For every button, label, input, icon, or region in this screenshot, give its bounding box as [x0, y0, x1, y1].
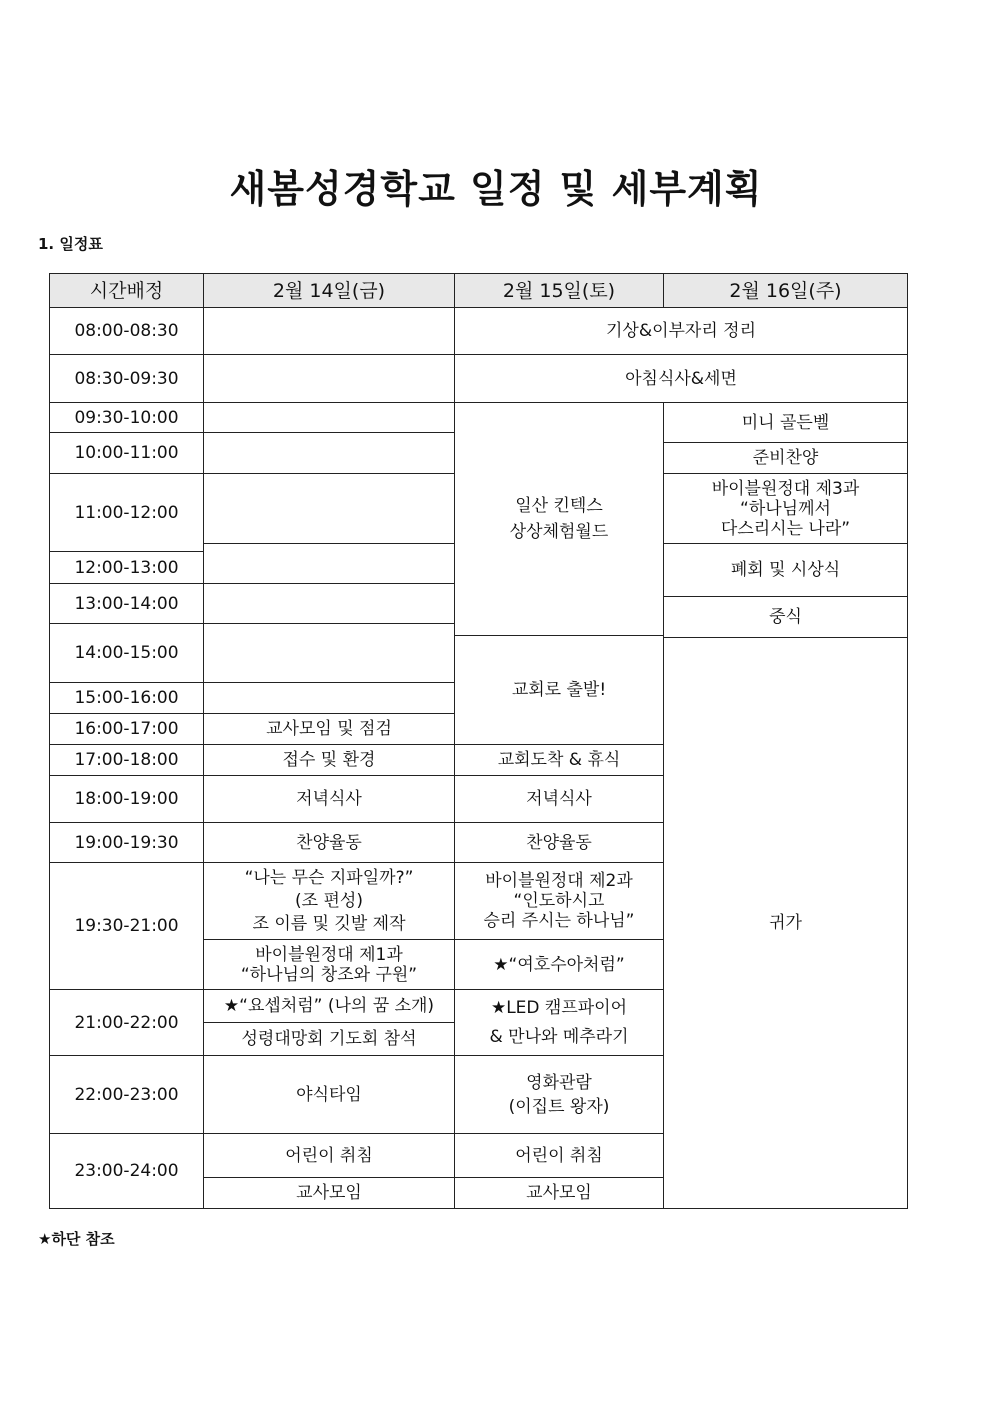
bible1-line: 바이블원정대 제1과 [255, 944, 403, 965]
sat-praise-cell: 찬양율동 [455, 823, 664, 863]
time-cell: 16:00-17:00 [50, 714, 204, 745]
reception-cell: 접수 및 환경 [204, 745, 455, 776]
empty-cell [204, 308, 455, 355]
trip-cell [455, 403, 664, 636]
movie-line: 영화관람 [526, 1072, 592, 1093]
sat-dinner-cell: 저녁식사 [455, 776, 664, 823]
campfire-line: ★LED 캠프파이어 [490, 998, 628, 1018]
time-cell: 10:00-11:00 [50, 433, 204, 474]
empty-cell [204, 355, 455, 403]
header-time: 시간배정 [50, 274, 204, 308]
movie-cell [455, 1056, 664, 1134]
lunch-cell: 중식 [664, 597, 908, 638]
table-row [50, 308, 908, 355]
empty-cell [204, 624, 455, 683]
campfire-cell [455, 990, 664, 1056]
footnote: ★하단 참조 [38, 1230, 115, 1248]
empty-cell [204, 433, 455, 474]
joseph-cell: ★“요셉처럼” (나의 꿈 소개) [204, 990, 455, 1023]
breakfast-cell: 아침식사&세면 [455, 355, 908, 403]
campfire-line: & 만나와 메추라기 [489, 1027, 629, 1047]
team-line: “나는 무슨 지파일까?” [244, 868, 414, 888]
teacher-meeting-check-cell: 교사모임 및 점검 [204, 714, 455, 745]
fri-dinner-cell: 저녁식사 [204, 776, 455, 823]
joshua-cell: ★“여호수아처럼” [455, 940, 664, 990]
team-cell [204, 863, 455, 940]
time-cell: 23:00-24:00 [50, 1134, 204, 1209]
time-cell: 08:30-09:30 [50, 355, 204, 403]
home-cell: 귀가 [664, 638, 908, 1209]
table-row [50, 355, 908, 403]
bible2-cell [455, 863, 664, 940]
bible3-cell [664, 474, 908, 544]
time-cell: 11:00-12:00 [50, 474, 204, 552]
time-cell: 15:00-16:00 [50, 683, 204, 714]
header-sun: 2월 16일(주) [664, 274, 908, 308]
sat-sleep-cell: 어린이 취침 [455, 1134, 664, 1178]
bible1-line: “하나님의 창조와 구원” [240, 964, 418, 985]
arrive-cell: 교회도착 & 휴식 [455, 745, 664, 776]
time-cell: 19:00-19:30 [50, 823, 204, 863]
page-title: 새봄성경학교 일정 및 세부계획 [229, 167, 763, 211]
movie-line: (이집트 왕자) [508, 1096, 610, 1117]
fri-sleep-cell: 어린이 취침 [204, 1134, 455, 1178]
fri-teacher-meeting-cell: 교사모임 [204, 1178, 455, 1209]
trip-line: 일산 킨텍스 [515, 496, 603, 516]
goldenbell-cell: 미니 골든벨 [664, 403, 908, 443]
empty-cell [204, 683, 455, 714]
praise-prep-cell: 준비찬양 [664, 443, 908, 474]
bible2-line: 승리 주시는 하나님” [483, 911, 635, 931]
table-header-row [50, 274, 908, 308]
time-cell: 22:00-23:00 [50, 1056, 204, 1134]
sat-teacher-meeting-cell: 교사모임 [455, 1178, 664, 1209]
trip-line: 상상체험월드 [509, 522, 609, 542]
empty-cell [204, 403, 455, 433]
time-cell: 18:00-19:00 [50, 776, 204, 823]
depart-cell: 교회로 출발! [455, 636, 664, 745]
team-line: (조 편성) [295, 891, 363, 911]
bible1-cell [204, 940, 455, 990]
bible2-line: “인도하시고 [513, 891, 605, 911]
fri-praise-cell: 찬양율동 [204, 823, 455, 863]
time-cell: 13:00-14:00 [50, 584, 204, 624]
team-line: 조 이름 및 깃발 제작 [252, 914, 406, 934]
wake-cell: 기상&이부자리 정리 [455, 308, 908, 355]
header-fri: 2월 14일(금) [204, 274, 455, 308]
schedule-table [49, 273, 908, 1209]
time-cell: 14:00-15:00 [50, 624, 204, 683]
empty-cell [204, 584, 455, 624]
closing-cell: 폐회 및 시상식 [664, 544, 908, 597]
bible3-line: “하나님께서 [740, 498, 831, 519]
snack-cell: 야식타임 [204, 1056, 455, 1134]
bible2-line: 바이블원정대 제2과 [485, 871, 633, 891]
time-cell: 17:00-18:00 [50, 745, 204, 776]
time-cell: 19:30-21:00 [50, 863, 204, 990]
time-cell: 08:00-08:30 [50, 308, 204, 355]
bible3-line: 다스리시는 나라” [720, 518, 851, 539]
prayer-cell: 성령대망회 기도회 참석 [204, 1023, 455, 1056]
empty-cell [204, 544, 455, 584]
header-sat: 2월 15일(토) [455, 274, 664, 308]
bible3-line: 바이블원정대 제3과 [711, 478, 860, 499]
section-heading: 1. 일정표 [38, 235, 103, 253]
time-cell: 09:30-10:00 [50, 403, 204, 433]
empty-cell [204, 474, 455, 544]
table-row [50, 403, 908, 433]
time-cell: 21:00-22:00 [50, 990, 204, 1056]
time-cell: 12:00-13:00 [50, 552, 204, 584]
